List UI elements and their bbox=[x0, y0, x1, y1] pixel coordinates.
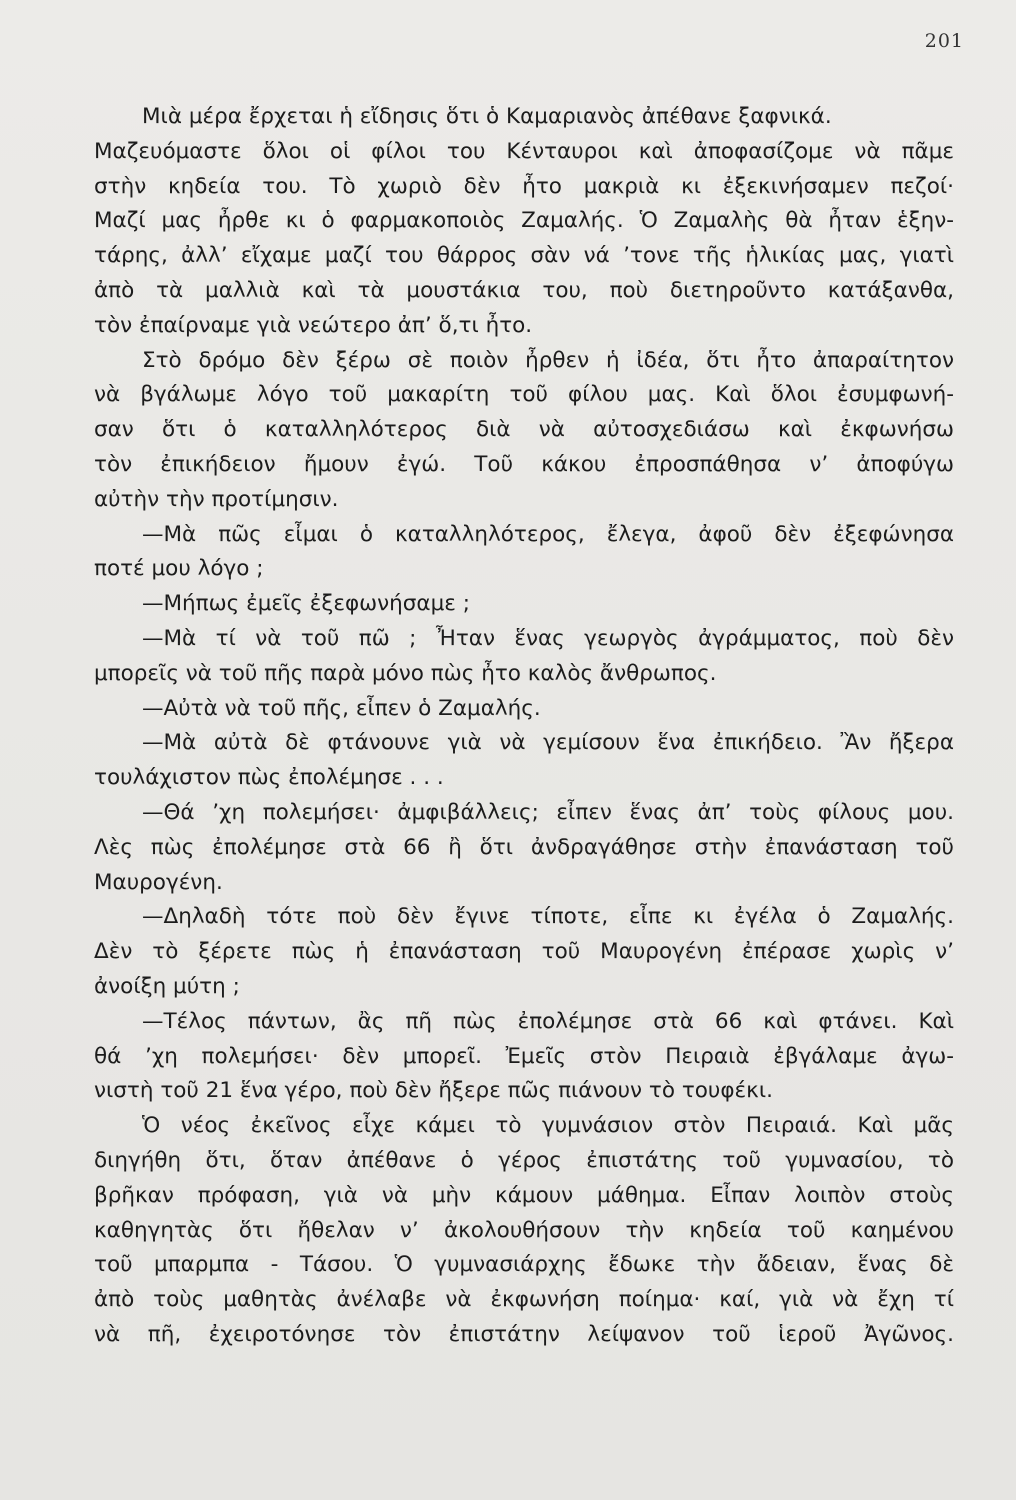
text-line: νιστὴ τοῦ 21 ἕνα γέρο, ποὺ δὲν ἤξερε πῶς πιάνουν τὸ τουφέκι. bbox=[94, 1078, 773, 1104]
text-line: Ὁ νέος ἐκεῖνος εἶχε κάμει τὸ γυμνάσιον στὸν Πειραιά. Καὶ μᾶς bbox=[142, 1113, 954, 1139]
text-line: Μαυρογένη. bbox=[94, 869, 223, 895]
text-line: ἀνοίξη μύτη ; bbox=[94, 973, 240, 999]
text-line: θά ’χη πολεμήσει· δὲν μπορεῖ. Ἐμεῖς στὸν Πειραιὰ ἐβγάλαμε ἀγω- bbox=[94, 1043, 954, 1069]
text-line: —Δηλαδὴ τότε ποὺ δὲν ἔγινε τίποτε, εἶπε κι ἐγέλα ὁ Ζαμαλής. bbox=[142, 904, 954, 930]
text-line: Μαζί μας ἦρθε κι ὁ φαρμακοποιὸς Ζαμαλής. Ὁ Ζαμαλὴς θὰ ἦταν ἑξην- bbox=[94, 208, 954, 234]
text-line: —Τέλος πάντων, ἂς πῆ πὼς ἐπολέμησε στὰ 66 καὶ φτάνει. Καὶ bbox=[142, 1008, 954, 1034]
text-line: τὸν ἐπαίρναμε γιὰ νεώτερο ἀπ’ ὅ,τι ἦτο. bbox=[94, 312, 533, 338]
text-line: τὸν ἐπικήδειον ἤμουν ἐγώ. Τοῦ κάκου ἐπροσπάθησα ν’ ἀποφύγω bbox=[94, 451, 954, 477]
text-line: σαν ὅτι ὁ καταλληλότερος διὰ νὰ αὐτοσχεδιάσω καὶ ἐκφωνήσω bbox=[94, 417, 954, 443]
text-line: Μιὰ μέρα ἔρχεται ἡ εἴδησις ὅτι ὁ Καμαριανὸς ἀπέθανε ξαφνικά. bbox=[142, 104, 832, 129]
text-line: καθηγητὰς ὅτι ἤθελαν ν’ ἀκολουθήσουν τὴν κηδεία τοῦ καημένου bbox=[94, 1217, 954, 1243]
text-line: Στὸ δρόμο δὲν ξέρω σὲ ποιὸν ἦρθεν ἡ ἰδέα, ὅτι ἦτο ἀπαραίτητον bbox=[142, 347, 954, 373]
text-line: τάρης, ἀλλ’ εἴχαμε μαζί του θάρρος σὰν νά ’τονε τῆς ἡλικίας μας, γιατὶ bbox=[94, 243, 954, 269]
text-line: νὰ πῆ, ἐχειροτόνησε τὸν ἐπιστάτην λείψανον τοῦ ἱεροῦ Ἀγῶνος. bbox=[94, 1321, 954, 1347]
text-line: μπορεῖς νὰ τοῦ πῆς παρὰ μόνο πὼς ἦτο καλὸς ἄνθρωπος. bbox=[94, 660, 717, 686]
text-line: —Μὰ πῶς εἶμαι ὁ καταλληλότερος, ἔλεγα, ἀφοῦ δὲν ἐξεφώνησα bbox=[142, 521, 954, 547]
text-line: διηγήθη ὅτι, ὅταν ἀπέθανε ὁ γέρος ἐπιστάτης τοῦ γυμνασίου, τὸ bbox=[94, 1147, 954, 1173]
text-line: στὴν κηδεία του. Τὸ χωριὸ δὲν ἦτο μακριὰ κι ἐξεκινήσαμεν πεζοί· bbox=[94, 173, 954, 199]
text-line: —Μὰ αὐτὰ δὲ φτάνουνε γιὰ νὰ γεμίσουν ἕνα ἐπικήδειο. Ἂν ἤξερα bbox=[142, 730, 954, 756]
text-line: —Θά ’χη πολεμήσει· ἀμφιβάλλεις; εἶπεν ἕνας ἀπ’ τοὺς φίλους μου. bbox=[142, 799, 954, 825]
text-line: ποτέ μου λόγο ; bbox=[94, 556, 264, 582]
text-line: ἀπὸ τὰ μαλλιὰ καὶ τὰ μουστάκια του, ποὺ διετηροῦντο κατάξανθα, bbox=[94, 277, 954, 303]
text-line: Μαζευόμαστε ὅλοι οἱ φίλοι του Κένταυροι καὶ ἀποφασίζομε νὰ πᾶμε bbox=[94, 138, 954, 164]
text-line: —Αὐτὰ νὰ τοῦ πῆς, εἶπεν ὁ Ζαμαλής. bbox=[142, 695, 541, 721]
text-line: τοῦ μπαρμπα - Τάσου. Ὁ γυμνασιάρχης ἔδωκε τὴν ἄδειαν, ἕνας δὲ bbox=[94, 1252, 954, 1278]
text-line: τουλάχιστον πὼς ἐπολέμησε . . . bbox=[94, 765, 444, 791]
text-line: ἀπὸ τοὺς μαθητὰς ἀνέλαβε νὰ ἐκφωνήση ποίημα· καί, γιὰ νὰ ἔχη τί bbox=[94, 1287, 954, 1313]
text-line: νὰ βγάλωμε λόγο τοῦ μακαρίτη τοῦ φίλου μας. Καὶ ὅλοι ἐσυμφωνή- bbox=[94, 382, 954, 408]
text-line: Λὲς πὼς ἐπολέμησε στὰ 66 ἢ ὅτι ἀνδραγάθησε στὴν ἐπανάσταση τοῦ bbox=[94, 834, 954, 860]
text-line: —Μὰ τί νὰ τοῦ πῶ ; Ἦταν ἕνας γεωργὸς ἀγράμματος, ποὺ δὲν bbox=[142, 625, 954, 651]
text-line: βρῆκαν πρόφαση, γιὰ νὰ μὴν κάμουν μάθημα. Εἶπαν λοιπὸν στοὺς bbox=[94, 1182, 954, 1208]
text-line: αὐτὴν τὴν προτίμησιν. bbox=[94, 486, 339, 512]
page-number: 201 bbox=[924, 30, 964, 52]
text-line: Δὲν τὸ ξέρετε πὼς ἡ ἐπανάσταση τοῦ Μαυρογένη ἐπέρασε χωρὶς ν’ bbox=[94, 939, 954, 965]
text-line: —Μήπως ἐμεῖς ἐξεφωνήσαμε ; bbox=[142, 591, 470, 617]
page-text bbox=[94, 100, 954, 1353]
